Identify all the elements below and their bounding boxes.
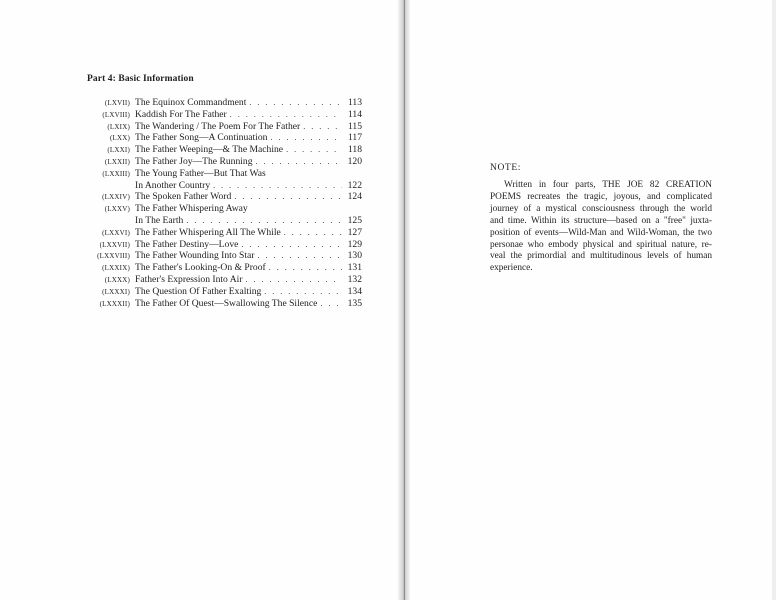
toc-entry-number: (LXXX) <box>104 275 130 284</box>
note-line: POEMS recreates the tragic, joyous, and complicated <box>490 191 712 202</box>
toc-leader-dots <box>183 215 342 227</box>
toc-leader-dots <box>227 109 342 121</box>
toc-entry <box>80 250 362 262</box>
toc-entry <box>80 97 362 109</box>
toc-entry-title: The Father Joy—The Running <box>135 155 253 167</box>
toc-leader-dots <box>317 298 342 310</box>
toc-leader-dots <box>253 156 342 168</box>
toc-entry <box>80 286 362 298</box>
toc-entry <box>80 215 362 227</box>
note-line: veal the primordial and multitudinous levels of human <box>490 251 712 262</box>
toc-entry-page: 114 <box>347 108 362 120</box>
toc-entry <box>80 109 362 121</box>
note-line: position of events—Wild-Man and Wild-Woman, the two <box>490 227 712 238</box>
toc-entry <box>80 191 362 203</box>
toc-entry-page: 115 <box>347 120 362 132</box>
toc-entry-number: (LXX) <box>109 134 130 143</box>
toc-entry-title: In Another Country <box>135 179 211 191</box>
toc-entry-page: 118 <box>347 144 362 156</box>
toc-entry-page: 113 <box>347 97 362 108</box>
toc-leader-dots <box>231 191 342 203</box>
toc-entry-number: (LXXIV) <box>102 193 130 202</box>
toc-entry-title: Father's Expression Into Air <box>135 273 243 285</box>
toc-entry-number: (LXXIX) <box>102 264 130 273</box>
toc-entry <box>80 156 362 168</box>
note-body <box>490 180 712 275</box>
toc-entry-title: The Father Song—A Continuation <box>135 132 268 144</box>
toc-entry-page: 117 <box>347 132 362 144</box>
toc-entry-page: 130 <box>347 250 362 262</box>
toc-entry-page: 134 <box>347 285 362 297</box>
toc-entry-number: (LXVIII) <box>102 110 130 119</box>
toc-leader-dots <box>243 274 342 286</box>
toc-leader-dots <box>267 132 342 144</box>
toc-entry-number: (LXXXI) <box>102 287 130 296</box>
toc-entry-number: (LXXIII) <box>102 169 130 178</box>
toc-entry-title: The Father Whispering Away <box>135 203 248 215</box>
toc-entry-number: (LXIX) <box>107 122 130 131</box>
toc-entry <box>80 239 362 251</box>
note-line: and time. Within its structure—based on a "free" juxta- <box>490 215 712 226</box>
toc-entry-title: The Father Destiny—Love <box>135 238 239 250</box>
toc-entry <box>80 262 362 274</box>
toc-leader-dots <box>255 250 343 262</box>
toc-entry-page: 131 <box>347 262 362 274</box>
toc-entry <box>80 121 362 133</box>
toc-leader-dots <box>246 97 342 109</box>
note-line: journey of a mystical consciousness through the world <box>490 203 712 214</box>
toc-entry-number: (LXVII) <box>104 99 130 107</box>
toc-entry-title: The Spoken Father Word <box>135 191 232 203</box>
toc-entry-page: 122 <box>347 179 362 191</box>
toc-leader-dots <box>266 262 342 274</box>
gutter-fold-line <box>404 0 405 600</box>
right-page <box>410 0 776 600</box>
toc-leader-dots <box>281 227 342 239</box>
toc-entry <box>80 203 362 215</box>
note-heading: NOTE: <box>490 163 521 173</box>
toc-entry <box>80 298 362 310</box>
toc-entry-title: The Father Weeping—& The Machine <box>135 144 284 156</box>
toc-entry-number: (LXXVII) <box>99 240 130 249</box>
note-line: experience. <box>490 263 533 274</box>
toc-entry-number: (LXXI) <box>107 146 130 155</box>
toc-entry-number: (LXXV) <box>104 205 130 214</box>
toc-entry <box>80 227 362 239</box>
toc-entry-number: (LXXII) <box>104 157 130 166</box>
toc-leader-dots <box>210 180 342 192</box>
toc-entry-title: The Father Of Quest—Swallowing The Silence <box>135 297 318 309</box>
table-of-contents <box>80 97 362 309</box>
toc-entry-title: The Wandering / The Poem For The Father <box>135 120 301 132</box>
toc-entry <box>80 274 362 286</box>
toc-entry <box>80 180 362 192</box>
toc-entry-title: The Father's Looking-On & Proof <box>135 262 266 274</box>
toc-entry-title: In The Earth <box>135 214 184 226</box>
toc-leader-dots <box>283 144 342 156</box>
toc-entry-page: 135 <box>347 297 362 309</box>
page-edge <box>772 0 776 600</box>
toc-entry-page: 127 <box>347 226 362 238</box>
part-title: Part 4: Basic Information <box>87 74 194 84</box>
toc-entry-title: The Equinox Commandment <box>135 97 247 108</box>
toc-entry-page: 124 <box>347 191 362 203</box>
note-line: personae who embody physical and spiritual nature, re- <box>490 239 712 250</box>
toc-entry-number: (LXXVIII) <box>97 252 130 261</box>
toc-leader-dots <box>261 286 342 298</box>
toc-entry-page: 120 <box>347 155 362 167</box>
note-line: Written in four parts, THE JOE 82 CREATION <box>504 180 712 190</box>
toc-leader-dots <box>300 121 342 133</box>
toc-entry <box>80 132 362 144</box>
toc-leader-dots <box>238 239 342 251</box>
toc-entry-title: Kaddish For The Father <box>135 108 227 120</box>
toc-entry-number: (LXXVI) <box>102 228 130 237</box>
toc-entry-page: 132 <box>347 273 362 285</box>
toc-entry <box>80 144 362 156</box>
toc-entry-number: (LXXXII) <box>99 299 130 308</box>
toc-entry-page: 125 <box>347 214 362 226</box>
toc-entry-title: The Father Whispering All The While <box>135 226 281 238</box>
toc-entry-page: 129 <box>347 238 362 250</box>
toc-entry <box>80 168 362 180</box>
toc-entry-title: The Father Wounding Into Star <box>135 250 255 262</box>
toc-entry-title: The Question Of Father Exalting <box>135 285 262 297</box>
toc-entry-title: The Young Father—But That Was <box>135 167 266 179</box>
